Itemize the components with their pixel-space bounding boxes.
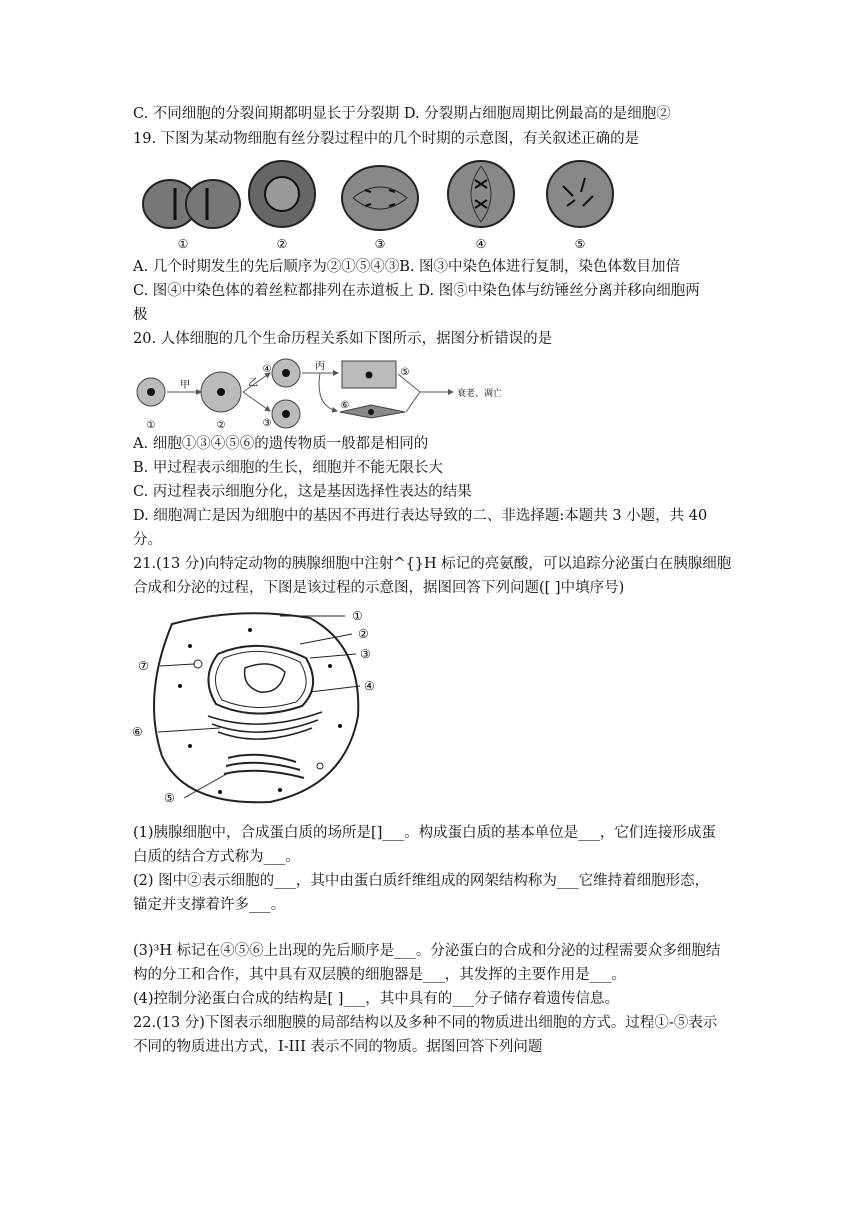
sub-question-1: (1)胰腺细胞中，合成蛋白质的场所是[]___。构成蛋白质的基本单位是___，它们连接形成蛋	[133, 825, 716, 841]
process-label: 丙	[315, 361, 325, 372]
figure-label: ⑤	[574, 237, 586, 251]
sub-question-3: (3)³H 标记在④⑤⑥上出现的先后顺序是___。分泌蛋白的合成和分泌的过程需要众多细胞结	[133, 943, 721, 959]
end-label: 衰老、凋亡	[457, 389, 503, 399]
cell-3	[342, 166, 418, 230]
cell-1	[143, 180, 240, 228]
sub-question-2: (2) 图中②表示细胞的___，其中由蛋白质纤维组成的网架结构称为___它维持着细胞形态，	[133, 873, 710, 889]
structure-label: ③	[360, 647, 371, 661]
mitosis-figure	[135, 156, 625, 256]
cell-process-figure	[135, 356, 525, 434]
option-ab: A. 几个时期发生的先后顺序为②①⑤④③B. 图③中染色体进行复制，染色体数目加倍	[133, 259, 681, 275]
cell-5	[547, 161, 613, 227]
option-cd: C. 图④中染色体的着丝粒都排列在赤道板上 D. 图⑤中染色体与纺锤丝分离并移向细胞两	[133, 283, 700, 299]
cell-label: ④	[262, 364, 272, 375]
option-cd-cont: 极	[133, 307, 148, 323]
structure-label: ①	[352, 609, 363, 623]
cell-2	[249, 161, 315, 227]
question-21: 21.(13 分)向特定动物的胰腺细胞中注射^{}H 标记的亮氨酸，可以追踪分泌蛋白在胰腺细胞	[133, 556, 732, 572]
structure-label: ②	[358, 627, 369, 641]
option-d-cont: 分。	[133, 532, 162, 548]
question-20: 20. 人体细胞的几个生命历程关系如下图所示，据图分析错误的是	[133, 331, 553, 347]
option-a: A. 细胞①③④⑤⑥的遗传物质一般都是相同的	[133, 436, 429, 452]
process-label: 乙	[248, 378, 258, 389]
secretory-cell-figure	[130, 606, 390, 816]
structure-label: ⑥	[132, 725, 143, 739]
structure-label: ⑤	[164, 791, 175, 805]
figure-label: ③	[374, 237, 386, 251]
option-d: D. 细胞凋亡是因为细胞中的基因不再进行表达导致的二、非选择题:本题共 3 小题，共 40	[133, 508, 708, 524]
cell-label: ③	[262, 418, 272, 429]
question-22-cont: 不同的物质进出方式，I-III 表示不同的物质。据图回答下列问题	[133, 1039, 543, 1055]
sub-question-1-cont: 白质的结合方式称为___。	[133, 849, 300, 865]
option-c: C. 丙过程表示细胞分化，这是基因选择性表达的结果	[133, 484, 472, 500]
figure-label: ④	[475, 237, 487, 251]
sub-question-4: (4)控制分泌蛋白合成的结构是[ ]___，其中具有的___分子储存着遗传信息。	[133, 991, 619, 1007]
structure-label: ④	[364, 679, 375, 693]
question-19: 19. 下图为某动物细胞有丝分裂过程中的几个时期的示意图，有关叙述正确的是	[133, 131, 640, 147]
option-b: B. 甲过程表示细胞的生长，细胞并不能无限长大	[133, 460, 443, 476]
text-line: C. 不同细胞的分裂间期都明显长于分裂期 D. 分裂期占细胞周期比例最高的是细胞②	[133, 106, 671, 122]
figure-label: ①	[177, 237, 189, 251]
question-22: 22.(13 分)下图表示细胞膜的局部结构以及多种不同的物质进出细胞的方式。过程①-⑤表示	[133, 1015, 718, 1031]
process-label: 甲	[180, 380, 190, 391]
cell-label: ⑤	[400, 367, 410, 378]
cell-label: ①	[146, 420, 156, 431]
cell-label: ⑥	[340, 400, 350, 411]
sub-question-2-cont: 锚定并支撑着许多___。	[133, 897, 286, 913]
sub-question-3-cont: 构的分工和合作，其中具有双层膜的细胞器是___，其发挥的主要作用是___。	[133, 967, 626, 983]
structure-label: ⑦	[138, 659, 149, 673]
cell-4	[448, 161, 514, 227]
figure-label: ②	[276, 237, 288, 251]
question-21-cont: 合成和分泌的过程，下图是该过程的示意图，据图回答下列问题([ ]中填序号)	[133, 580, 625, 596]
cell-label: ②	[216, 420, 226, 431]
